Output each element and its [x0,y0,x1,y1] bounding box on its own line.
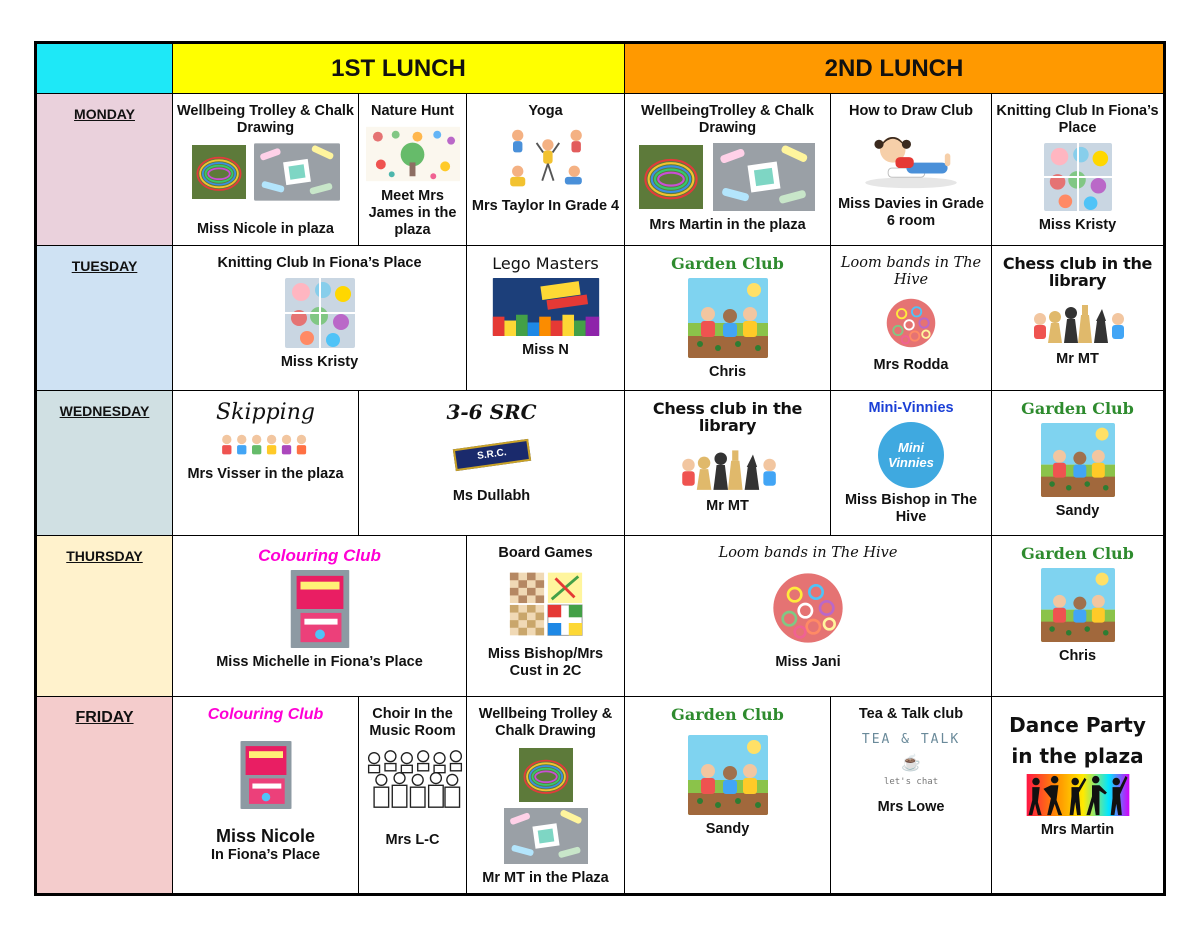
activity-place: In Fiona’s Place [210,847,321,863]
activity-cell [831,697,992,895]
activity-cell [173,246,467,391]
tea-talk-logo: TEA & TALK [861,732,961,747]
activity-person: Miss Nicole [215,826,316,846]
chalk-image [711,143,817,211]
knitting-image [1044,143,1112,211]
activity-title: Tea & Talk club [858,706,964,722]
loom-bands-image [883,295,939,351]
activity-title: Loom bands in The Hive [840,255,982,288]
chalk-image [254,143,340,201]
activity-person: Mr MT [706,498,749,514]
activity-title: Wellbeing Trolley & Chalk Drawing [177,103,354,136]
activity-title: Chess club in the library [652,399,803,435]
activity-person: Chris [1058,648,1097,664]
drawing-girl-image [859,126,963,190]
activity-cell [831,246,992,391]
activity-title: How to Draw Club [848,103,974,119]
garden-image [1041,568,1115,642]
activity-title: Garden Club [671,705,784,724]
activity-title: Choir In the Music Room [369,706,456,739]
knitting-image [285,278,355,348]
activity-person: Miss N [522,342,569,358]
activity-title: Garden Club [1021,544,1134,563]
first-lunch-header: 1ST LUNCH [173,43,625,94]
activity-cell [992,391,1165,536]
activity-cell [359,94,467,246]
activity-person: Chris [708,364,747,380]
activity-person: Miss Michelle in Fiona’s Place [216,654,423,670]
chess-image [1024,295,1132,345]
activity-cell [992,94,1165,246]
day-monday: MONDAY [36,94,173,246]
hoops-image [519,746,573,804]
activity-cell [625,391,831,536]
activity-title: Colouring Club [207,706,324,723]
activity-title: WellbeingTrolley & Chalk Drawing [641,103,814,136]
activity-cell [359,697,467,895]
activity-person: Miss Davies in Grade 6 room [838,196,984,229]
activity-title: Skipping [216,400,315,425]
activity-title: Garden Club [671,254,784,273]
activity-title: Knitting Club In Fiona’s Place [217,255,422,271]
lego-image [492,278,600,336]
activity-cell [625,246,831,391]
teacup-icon: ☕ [901,755,921,772]
activity-person: Sandy [705,821,750,837]
activity-title: Loom bands in The Hive [718,545,898,561]
garden-image [688,278,768,358]
day-friday: FRIDAY [36,697,173,895]
day-tuesday: TUESDAY [36,246,173,391]
activity-cell [831,94,992,246]
activity-cell [831,391,992,536]
activity-cell [359,391,625,536]
activity-person: Miss Bishop/Mrs Cust in 2C [487,646,604,679]
day-wednesday: WEDNESDAY [36,391,173,536]
activity-cell [992,536,1165,697]
activity-person: Miss Kristy [280,354,359,370]
activity-cell [625,697,831,895]
colouring-book-image [240,741,292,809]
chess-image [672,440,784,492]
activity-cell [173,536,467,697]
activity-person: Miss Nicole in plaza [197,221,334,237]
activity-title: Board Games [498,545,593,561]
activity-cell [467,697,625,895]
nature-image [366,126,460,182]
activity-title: Knitting Club In Fiona’s Place [996,103,1159,136]
activity-cell [173,391,359,536]
garden-image [1041,423,1115,497]
choir-image [365,746,465,812]
loom-bands-image [768,568,848,648]
activity-person: Mrs L-C [385,832,440,848]
activity-cell [467,246,625,391]
activity-person: Miss Bishop in The Hive [844,492,978,525]
timetable [34,41,1166,896]
activity-cell [467,536,625,697]
activity-title: Nature Hunt [371,103,454,119]
activity-title: Yoga [528,103,563,119]
activity-title: Chess club in the library [1002,254,1153,290]
activity-person: Mr MT in the Plaza [482,870,609,886]
activity-title: Lego Masters [492,254,599,273]
skipping-kids-image [218,432,314,460]
activity-cell [992,697,1165,895]
activity-title: 3-6 SRC [446,400,537,424]
activity-person: Mrs Martin in the plaza [649,217,806,233]
activity-cell [173,697,359,895]
activity-person: Meet Mrs James in the plaza [368,188,457,238]
activity-person: Miss Kristy [1038,217,1117,233]
hoops-image [192,143,246,201]
activity-person: Mrs Rodda [873,357,949,373]
day-thursday: THURSDAY [36,536,173,697]
activity-cell [992,246,1165,391]
activity-cell [467,94,625,246]
second-lunch-header: 2ND LUNCH [625,43,1165,94]
activity-title: Wellbeing Trolley & Chalk Drawing [478,706,613,739]
activity-title: Colouring Club [258,546,381,565]
activity-person: Miss Jani [775,654,841,670]
activity-cell [625,94,831,246]
hoops-image [639,143,703,211]
tea-talk-subtitle: let's chat [883,777,939,787]
dance-image [1024,774,1132,816]
activity-person: Mrs Lowe [877,799,945,815]
corner-cell [36,43,173,94]
mini-vinnies-logo: Mini Vinnies [878,422,944,488]
src-badge: S.R.C. [452,439,530,471]
activity-cell [173,94,359,246]
activity-person: Mrs Martin [1040,822,1115,838]
chalk-image [502,808,590,864]
colouring-book-image [290,570,350,648]
activity-person: Mr MT [1056,351,1099,367]
board-games-image [508,568,584,640]
activity-cell [625,536,992,697]
activity-person: Sandy [1055,503,1100,519]
activity-person: Mrs Visser in the plaza [187,466,344,482]
yoga-image [496,126,596,192]
activity-person: Ms Dullabh [452,488,531,504]
activity-title: Garden Club [1021,399,1134,418]
garden-image [688,735,768,815]
activity-title: Mini-Vinnies [868,400,954,416]
activity-title: Dance Party in the plaza [1009,713,1146,768]
activity-person: Mrs Taylor In Grade 4 [471,198,620,214]
